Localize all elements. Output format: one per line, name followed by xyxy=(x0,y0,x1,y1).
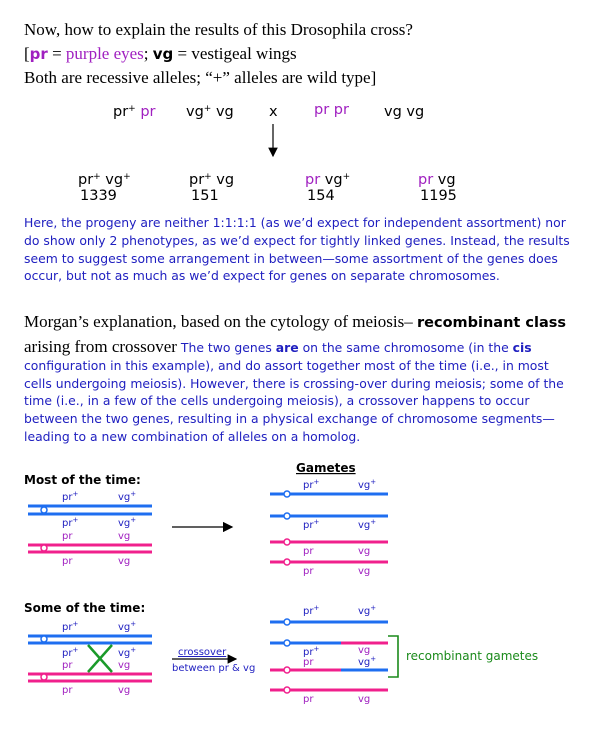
svg-text:vg: vg xyxy=(358,645,371,656)
progeny-class-3: pr vg+ 154 xyxy=(305,172,351,204)
centromere-icon xyxy=(284,687,290,693)
progeny-count-1: 1339 xyxy=(80,188,117,204)
centromere-icon xyxy=(284,491,290,497)
svg-text:pr+: pr+ xyxy=(303,604,320,617)
pr-code: pr xyxy=(29,45,48,63)
centromere-icon xyxy=(284,619,290,625)
centromere-icon xyxy=(284,667,290,673)
svg-text:pr: pr xyxy=(303,694,314,705)
title-line: Now, how to explain the results of this Drosophila cross? xyxy=(24,20,413,39)
most-of-the-time-label: Most of the time: xyxy=(24,473,141,487)
cross-times: x xyxy=(269,104,278,120)
svg-text:pr+: pr+ xyxy=(303,478,320,491)
svg-text:vg+: vg+ xyxy=(118,646,137,659)
svg-text:vg: vg xyxy=(118,660,131,671)
legend-line: [pr = purple eyes; vg = vestigeal wings xyxy=(24,44,297,63)
centromere-icon xyxy=(284,539,290,545)
svg-text:vg+: vg+ xyxy=(358,478,377,491)
centromere-icon xyxy=(41,674,47,680)
label-vg: vg xyxy=(118,556,131,567)
svg-text:vg: vg xyxy=(118,685,131,696)
svg-text:vg: vg xyxy=(358,566,371,577)
gametes-label: Gametes xyxy=(296,461,356,475)
parent2-vg: vg vg xyxy=(384,104,425,120)
vg-code: vg xyxy=(152,45,174,63)
progeny-class-4: pr vg 1195 xyxy=(418,172,457,204)
svg-text:pr+: pr+ xyxy=(62,646,79,659)
some-of-the-time-label: Some of the time: xyxy=(24,601,146,615)
svg-text:vg+: vg+ xyxy=(358,518,377,531)
label-vg-plus: vg+ xyxy=(118,490,137,503)
svg-text:pr: pr xyxy=(62,660,73,671)
svg-text:pr: pr xyxy=(303,546,314,557)
svg-text:pr+: pr+ xyxy=(62,620,79,633)
label-vg: vg xyxy=(118,531,131,542)
label-pr: pr xyxy=(62,556,73,567)
progeny-count-3: 154 xyxy=(307,188,335,204)
label-pr-plus: pr+ xyxy=(62,490,79,503)
centromere-icon xyxy=(41,545,47,551)
svg-text:vg+: vg+ xyxy=(118,620,137,633)
progeny-class-2: pr+ vg 151 xyxy=(189,172,235,204)
svg-text:pr+: pr+ xyxy=(303,645,320,658)
svg-text:pr: pr xyxy=(303,566,314,577)
crossover-label: crossover xyxy=(178,647,227,658)
svg-text:pr: pr xyxy=(303,657,314,668)
centromere-icon xyxy=(284,513,290,519)
label-vg-plus: vg+ xyxy=(118,516,137,529)
label-pr-plus: pr+ xyxy=(62,516,79,529)
svg-text:vg: vg xyxy=(358,694,371,705)
centromere-icon xyxy=(284,640,290,646)
centromere-icon xyxy=(41,636,47,642)
label-pr: pr xyxy=(62,531,73,542)
between-label: between pr & vg xyxy=(172,663,256,674)
svg-text:vg+: vg+ xyxy=(358,655,377,668)
svg-text:vg: vg xyxy=(358,546,371,557)
recombinant-gametes-label: recombinant gametes xyxy=(406,649,539,663)
explanation-paragraph: Here, the progeny are neither 1:1:1:1 (as we’d expect for independent assortment) nor do show only 2 phenotypes, as we’d expect for tightly linked genes. Instead, the results seem to suggest some arrangement in between—some assortment of the genes does occur, but not as much as we’d expect for genes on separate chromosomes. xyxy=(24,215,570,284)
parent2-pr: pr pr xyxy=(314,102,349,118)
morgan-heading: Morgan’s explanation, based on the cytology of meiosis– recombinant class xyxy=(24,312,567,331)
progeny-count-4: 1195 xyxy=(420,188,457,204)
parent1-pr: pr+ pr xyxy=(113,104,156,120)
svg-text:pr: pr xyxy=(62,685,73,696)
svg-text:vg+: vg+ xyxy=(358,604,377,617)
progeny-class-1: pr+ vg+ 1339 xyxy=(78,172,131,204)
parent1-vg: vg+ vg xyxy=(186,104,234,120)
centromere-icon xyxy=(41,507,47,513)
morgan-paragraph: arising from crossover The two genes are on the same chromosome (in the cis configuration in this example), and do assort together most of the time (i.e., in most cells undergoing meiosis). However, there is crossing-over during meiosis; some of the time (i.e., in a few of the cells undergoing meiosis), a crossover happens to occur between the two genes, resulting in a physical exchange of chromosome segments—leading to a new combination of alleles on a homolog. xyxy=(24,337,564,444)
centromere-icon xyxy=(284,559,290,565)
svg-text:pr+: pr+ xyxy=(303,518,320,531)
recombinant-bracket xyxy=(388,636,398,677)
recessive-line: Both are recessive alleles; “+” alleles are wild type] xyxy=(24,68,377,87)
progeny-count-2: 151 xyxy=(191,188,219,204)
